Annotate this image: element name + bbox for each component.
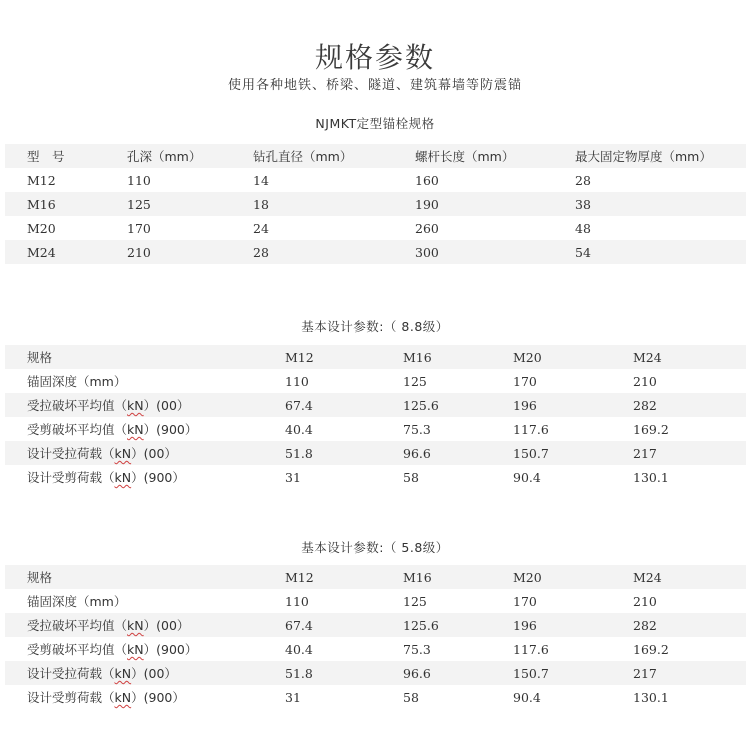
table-cell: 196 (491, 613, 611, 637)
row-label-suffix: ）(900） (143, 422, 198, 437)
row-label-unit: kN (114, 470, 132, 485)
row-label-text: 设计受剪荷载（ (27, 690, 115, 705)
table-cell: 160 (393, 168, 553, 192)
table-cell: 210 (611, 589, 746, 613)
table-cell: 130.1 (611, 465, 746, 489)
table-cell: 18 (231, 192, 393, 216)
row-label-unit: kN (127, 422, 144, 437)
row-label-text: 受拉破坏平均值（ (27, 398, 128, 413)
table-cell: M16 (5, 192, 105, 216)
table-cell: 67.4 (263, 393, 381, 417)
row-label-suffix: ）(900） (131, 690, 185, 705)
table-cell: 51.8 (263, 661, 381, 685)
table-cell: 58 (381, 465, 491, 489)
table-cell: 51.8 (263, 441, 381, 465)
table-row (5, 369, 746, 393)
row-label-text: 设计受拉荷载（ (27, 666, 115, 681)
row-label (5, 417, 263, 441)
row-label-unit: kN (127, 618, 144, 633)
table-row (5, 216, 746, 240)
table-row (5, 393, 746, 417)
table-row (5, 417, 746, 441)
table-row (5, 192, 746, 216)
table-cell: 169.2 (611, 637, 746, 661)
header-cell: M20 (491, 345, 611, 369)
table-cell: 170 (491, 369, 611, 393)
table-cell: 90.4 (491, 685, 611, 709)
row-label-text: 锚固深度（mm） (27, 594, 127, 609)
table-cell: 31 (263, 465, 381, 489)
table-cell: M20 (5, 216, 105, 240)
row-label (5, 613, 263, 637)
table-cell: 110 (263, 369, 381, 393)
row-label-text: 受剪破坏平均值（ (27, 422, 128, 437)
header-cell: M20 (491, 565, 611, 589)
table-row (5, 465, 746, 489)
page-subtitle: 使用各种地铁、桥梁、隧道、建筑幕墙等防震锚 (227, 78, 522, 93)
table-header-row (5, 565, 746, 589)
header-cell: 型 号 (5, 144, 105, 168)
row-label-text: 设计受拉荷载（ (27, 446, 115, 461)
row-label-suffix: ）(900） (131, 470, 185, 485)
row-label (5, 685, 263, 709)
table-cell: 300 (393, 240, 553, 264)
table-cell: 117.6 (491, 417, 611, 441)
table-cell: 170 (491, 589, 611, 613)
table-cell: 14 (231, 168, 393, 192)
table-cell: 125.6 (381, 393, 491, 417)
table-cell: 75.3 (381, 417, 491, 441)
table-header-row (5, 345, 746, 369)
row-label (5, 441, 263, 465)
table-row (5, 613, 746, 637)
table-cell: 96.6 (381, 661, 491, 685)
row-label (5, 393, 263, 417)
table-row (5, 168, 746, 192)
row-label-unit: kN (127, 398, 144, 413)
row-label-unit: kN (114, 446, 132, 461)
table-cell: 150.7 (491, 441, 611, 465)
header-cell: M24 (611, 345, 746, 369)
design-8-8-title: 基本设计参数:（ 8.8级） (301, 319, 449, 334)
table-cell: 217 (611, 661, 746, 685)
header-cell: 规格 (5, 345, 263, 369)
table-cell: 31 (263, 685, 381, 709)
table-cell: 40.4 (263, 637, 381, 661)
table-cell: 110 (263, 589, 381, 613)
row-label-suffix: ）(00） (131, 446, 177, 461)
row-label-unit: kN (114, 690, 132, 705)
row-label-text: 设计受剪荷载（ (27, 470, 115, 485)
row-label (5, 661, 263, 685)
row-label (5, 637, 263, 661)
design-5-8-title: 基本设计参数:（ 5.8级） (301, 540, 449, 555)
table-cell: 260 (393, 216, 553, 240)
table-cell: 282 (611, 613, 746, 637)
table-cell: 210 (105, 240, 231, 264)
table-cell: 40.4 (263, 417, 381, 441)
row-label (5, 369, 263, 393)
header-cell: M12 (263, 565, 381, 589)
table-cell: 28 (553, 168, 746, 192)
table-row (5, 661, 746, 685)
table-cell: 282 (611, 393, 746, 417)
table-cell: M12 (5, 168, 105, 192)
table-cell: 125 (105, 192, 231, 216)
table-cell: 169.2 (611, 417, 746, 441)
spec-table (5, 144, 746, 264)
header-cell: 钻孔直径（mm） (231, 144, 393, 168)
table-cell: 125 (381, 369, 491, 393)
header-cell: 规格 (5, 565, 263, 589)
header-cell: 孔深（mm） (105, 144, 231, 168)
table-cell: 24 (231, 216, 393, 240)
table-cell: 38 (553, 192, 746, 216)
row-label (5, 465, 263, 489)
table-row (5, 637, 746, 661)
table-row (5, 240, 746, 264)
table-cell: 75.3 (381, 637, 491, 661)
row-label-text: 受拉破坏平均值（ (27, 618, 128, 633)
table-cell: 130.1 (611, 685, 746, 709)
row-label-unit: kN (114, 666, 132, 681)
table-row (5, 685, 746, 709)
table-cell: 125 (381, 589, 491, 613)
table-cell: 150.7 (491, 661, 611, 685)
table-cell: 54 (553, 240, 746, 264)
page-title: 规格参数 (314, 41, 435, 74)
table-row (5, 441, 746, 465)
table-cell: 67.4 (263, 613, 381, 637)
table-cell: 58 (381, 685, 491, 709)
table-cell: 196 (491, 393, 611, 417)
table-cell: 210 (611, 369, 746, 393)
table-cell: 217 (611, 441, 746, 465)
table-header-row (5, 144, 746, 168)
row-label-suffix: ）(00） (143, 618, 190, 633)
header-cell: 最大固定物厚度（mm） (553, 144, 746, 168)
design-8-8-table (5, 345, 746, 489)
table-cell: 125.6 (381, 613, 491, 637)
row-label-suffix: ）(900） (143, 642, 198, 657)
header-cell: M12 (263, 345, 381, 369)
table-cell: 48 (553, 216, 746, 240)
table-cell: 28 (231, 240, 393, 264)
header-cell: 螺杆长度（mm） (393, 144, 553, 168)
header-cell: M16 (381, 565, 491, 589)
table-cell: 110 (105, 168, 231, 192)
table-cell: 90.4 (491, 465, 611, 489)
row-label-text: 受剪破坏平均值（ (27, 642, 128, 657)
design-5-8-table (5, 565, 746, 709)
row-label (5, 589, 263, 613)
table-cell: 190 (393, 192, 553, 216)
row-label-text: 锚固深度（mm） (27, 374, 127, 389)
header-cell: M24 (611, 565, 746, 589)
table-row (5, 589, 746, 613)
spec-table-title: NJMKT定型锚栓规格 (315, 116, 435, 131)
row-label-suffix: ）(00） (143, 398, 190, 413)
table-cell: M24 (5, 240, 105, 264)
row-label-unit: kN (127, 642, 144, 657)
header-cell: M16 (381, 345, 491, 369)
table-cell: 96.6 (381, 441, 491, 465)
table-cell: 117.6 (491, 637, 611, 661)
table-cell: 170 (105, 216, 231, 240)
row-label-suffix: ）(00） (131, 666, 177, 681)
